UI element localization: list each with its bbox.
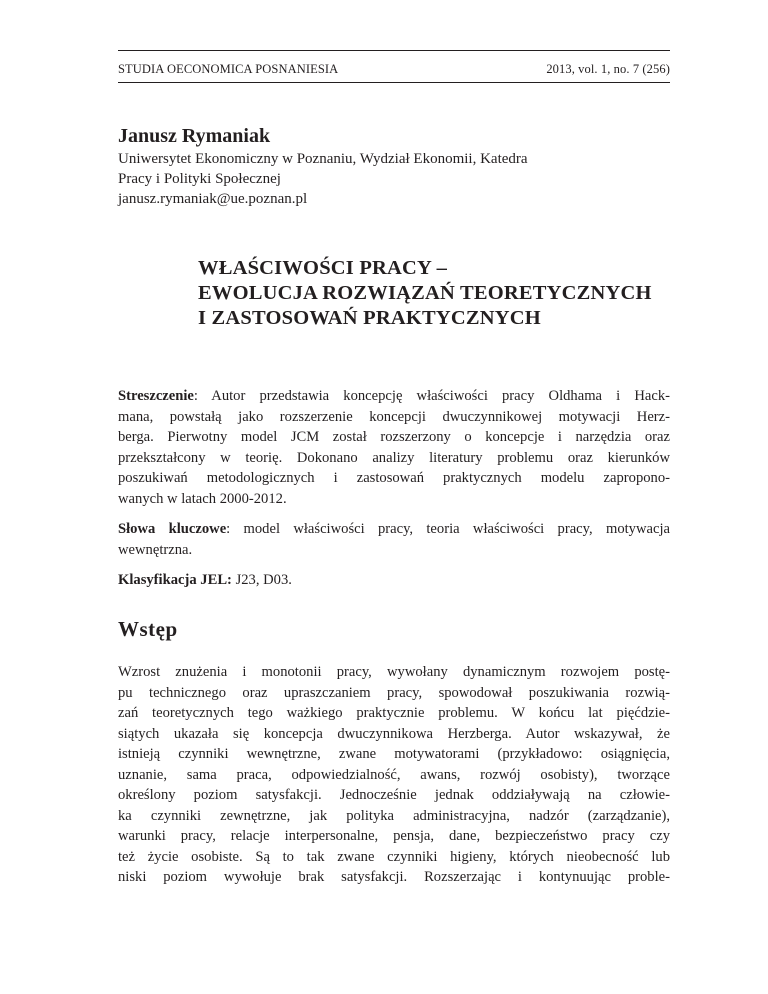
abstract-line: berga. Pierwotny model JCM został rozszerzony o koncepcje i narzędzia oraz bbox=[118, 429, 670, 445]
body-paragraph bbox=[118, 662, 670, 888]
abstract-line: mana, powstałą jako rozszerzenie koncepcji dwuczynnikowej motywacji Herz- bbox=[118, 408, 670, 425]
abstract-label: Streszczenie bbox=[118, 388, 194, 404]
body-line: niski poziom wywołuje brak satysfakcji. Rozszerzając i kontynuując proble- bbox=[118, 869, 670, 885]
section-heading: Wstęp bbox=[118, 617, 178, 641]
affiliation-line: Uniwersytet Ekonomiczny w Poznaniu, Wydział Ekonomii, Katedra bbox=[118, 151, 528, 167]
body-line: siątych ukazała się koncepcja dwuczynnikowa Herzberga. Autor wskazywał, że bbox=[118, 725, 670, 742]
running-header bbox=[118, 61, 670, 77]
body-line: ka czynniki zewnętrzne, jak polityka administracyjna, nadzór (zarządzanie), bbox=[118, 807, 670, 824]
header-bottom-rule bbox=[118, 82, 670, 83]
article-page bbox=[118, 0, 670, 994]
title-line: I ZASTOSOWAŃ PRAKTYCZNYCH bbox=[198, 307, 541, 329]
article-title bbox=[198, 256, 670, 331]
abstract-line: poszukiwań metodologicznych i zastosowań praktycznych modelu zapropono- bbox=[118, 470, 670, 486]
jel-label: Klasyfikacja JEL: bbox=[118, 572, 232, 588]
abstract-line: przekształcony w teorię. Dokonano analizy literatury problemu oraz kierunków bbox=[118, 449, 670, 466]
jel-codes: J23, D03. bbox=[231, 572, 292, 588]
body-line: zań teoretycznych tego ważkiego praktycznie problemu. W końcu lat pięćdzie- bbox=[118, 705, 670, 721]
body-line: warunki pracy, relacje interpersonalne, pensja, dane, bezpieczeństwo pracy czy bbox=[118, 828, 670, 844]
body-line: określony poziom satysfakcji. Jednocześnie jednak oddziaływają na człowie- bbox=[118, 787, 670, 803]
title-line: EWOLUCJA ROZWIĄZAŃ TEORETYCZNYCH bbox=[198, 282, 652, 304]
affiliation-line: Pracy i Polityki Społecznej bbox=[118, 171, 281, 187]
author-affiliation bbox=[118, 149, 670, 209]
author-name: Janusz Rymaniak bbox=[118, 125, 271, 147]
keywords-paragraph bbox=[118, 519, 670, 560]
keywords-text: : model właściwości pracy, teoria właściwości pracy, motywacja bbox=[226, 521, 670, 537]
jel-line bbox=[118, 570, 670, 591]
keywords-line bbox=[118, 519, 670, 540]
header-top-rule bbox=[118, 50, 670, 51]
title-line: WŁAŚCIWOŚCI PRACY – bbox=[198, 257, 448, 279]
author-email: janusz.rymaniak@ue.poznan.pl bbox=[118, 191, 308, 207]
abstract-line: wanych w latach 2000-2012. bbox=[118, 490, 287, 507]
abstract-paragraph bbox=[118, 386, 670, 509]
abstract-text: : Autor przedstawia koncepcję właściwości pracy Oldhama i Hack- bbox=[193, 388, 670, 404]
keywords-label: Słowa kluczowe bbox=[118, 521, 227, 537]
abstract-block bbox=[118, 386, 670, 601]
body-line: też życie osobiste. Są to tak zwane czynniki higieny, których nieobecność lub bbox=[118, 848, 670, 865]
body-line: Wzrost znużenia i monotonii pracy, wywołany dynamicznym rozwojem postę- bbox=[118, 664, 670, 680]
abstract-line bbox=[118, 386, 670, 407]
body-line: uznanie, sama praca, odpowiedzialność, awans, rozwój osobisty), tworzące bbox=[118, 766, 670, 783]
journal-name: STUDIA OECONOMICA POSNANIESIA bbox=[118, 62, 339, 76]
issue-info: 2013, vol. 1, no. 7 (256) bbox=[546, 62, 670, 76]
body-line: istnieją czynniki wewnętrzne, zwane motywatorami (przykładowo: osiągnięcia, bbox=[118, 746, 670, 762]
keywords-line: wewnętrzna. bbox=[118, 541, 193, 558]
body-line: pu technicznego oraz upraszczaniem pracy, spowodował poszukiwania rozwią- bbox=[118, 684, 670, 701]
jel-paragraph bbox=[118, 570, 670, 591]
